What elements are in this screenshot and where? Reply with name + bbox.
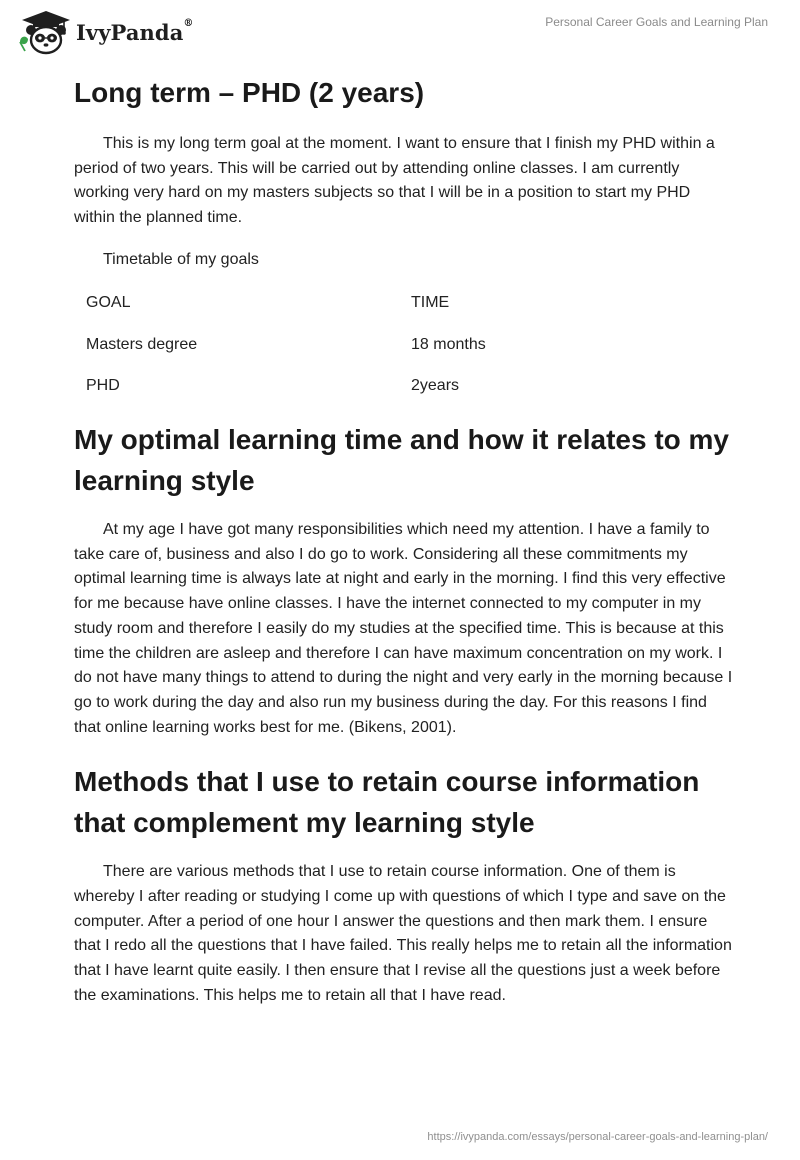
table-header-row xyxy=(74,283,734,325)
section-long-term-goal xyxy=(74,72,734,407)
table-header-goal: GOAL xyxy=(86,294,131,312)
document-title: Personal Career Goals and Learning Plan xyxy=(545,15,768,29)
table-cell-time: 18 months xyxy=(411,335,486,353)
body-paragraph: This is my long term goal at the moment. I want to ensure that I finish my PHD within a period of two years. This will be carried out by attending online classes. I am currently working very hard on my masters subjects so that I will be in a position to start my PHD within the planned time. xyxy=(74,135,715,227)
section-heading: My optimal learning time and how it relates to my learning style xyxy=(74,424,730,497)
logo-wordmark: IvyPanda® xyxy=(76,17,194,45)
table-cell-time: 2years xyxy=(411,377,460,395)
section-heading: Methods that I use to retain course information that complement my learning style xyxy=(74,766,700,839)
source-url-link[interactable]: https://ivypanda.com/essays/personal-career-goals-and-learning-plan/ xyxy=(427,1131,768,1143)
table-header-time: TIME xyxy=(411,294,450,312)
table-cell-goal: PHD xyxy=(86,377,120,395)
section-heading: Long term – PHD (2 years) xyxy=(74,77,425,108)
essay-content xyxy=(74,70,734,1009)
panda-graduation-cap-icon xyxy=(16,8,72,56)
table-row xyxy=(74,366,734,408)
body-paragraph: At my age I have got many responsibilities which need my attention. I have a family to take care of, business and also I do go to work. Considering all these commitments my optimal learning time is always late at night and early in the morning. I find this very effective for me because have online classes. I have the internet connected to my computer in my study room and therefore I easily do my studies at the specified time. This is because at this time the children are asleep and therefore I can have maximum concentration on my work. I do not have many things to attend to during the night and very early in the morning because I go to work during the day and also run my business during the day. For this reasons I find that online learning works best for me. (Bikens, 2001). xyxy=(74,521,733,736)
table-row xyxy=(74,324,734,366)
ivypanda-logo[interactable] xyxy=(16,8,194,56)
timetable-caption: Timetable of my goals xyxy=(103,250,259,268)
section-retention-methods xyxy=(74,761,734,1008)
page-header xyxy=(0,0,800,62)
goals-timetable xyxy=(74,283,734,408)
section-optimal-learning-time xyxy=(74,419,734,740)
registered-mark: ® xyxy=(183,17,194,29)
body-paragraph: There are various methods that I use to retain course information. One of them is whereby I after reading or studying I come up with questions of which I type and save on the computer. After a period of one hour I answer the questions and then mark them. I ensure that I redo all the questions that I have failed. This really helps me to retain all the information that I have learnt quite easily. I then ensure that I revise all the questions just a week before the examinations. This helps me to retain all that I have read. xyxy=(74,863,732,1004)
table-cell-goal: Masters degree xyxy=(86,335,198,353)
